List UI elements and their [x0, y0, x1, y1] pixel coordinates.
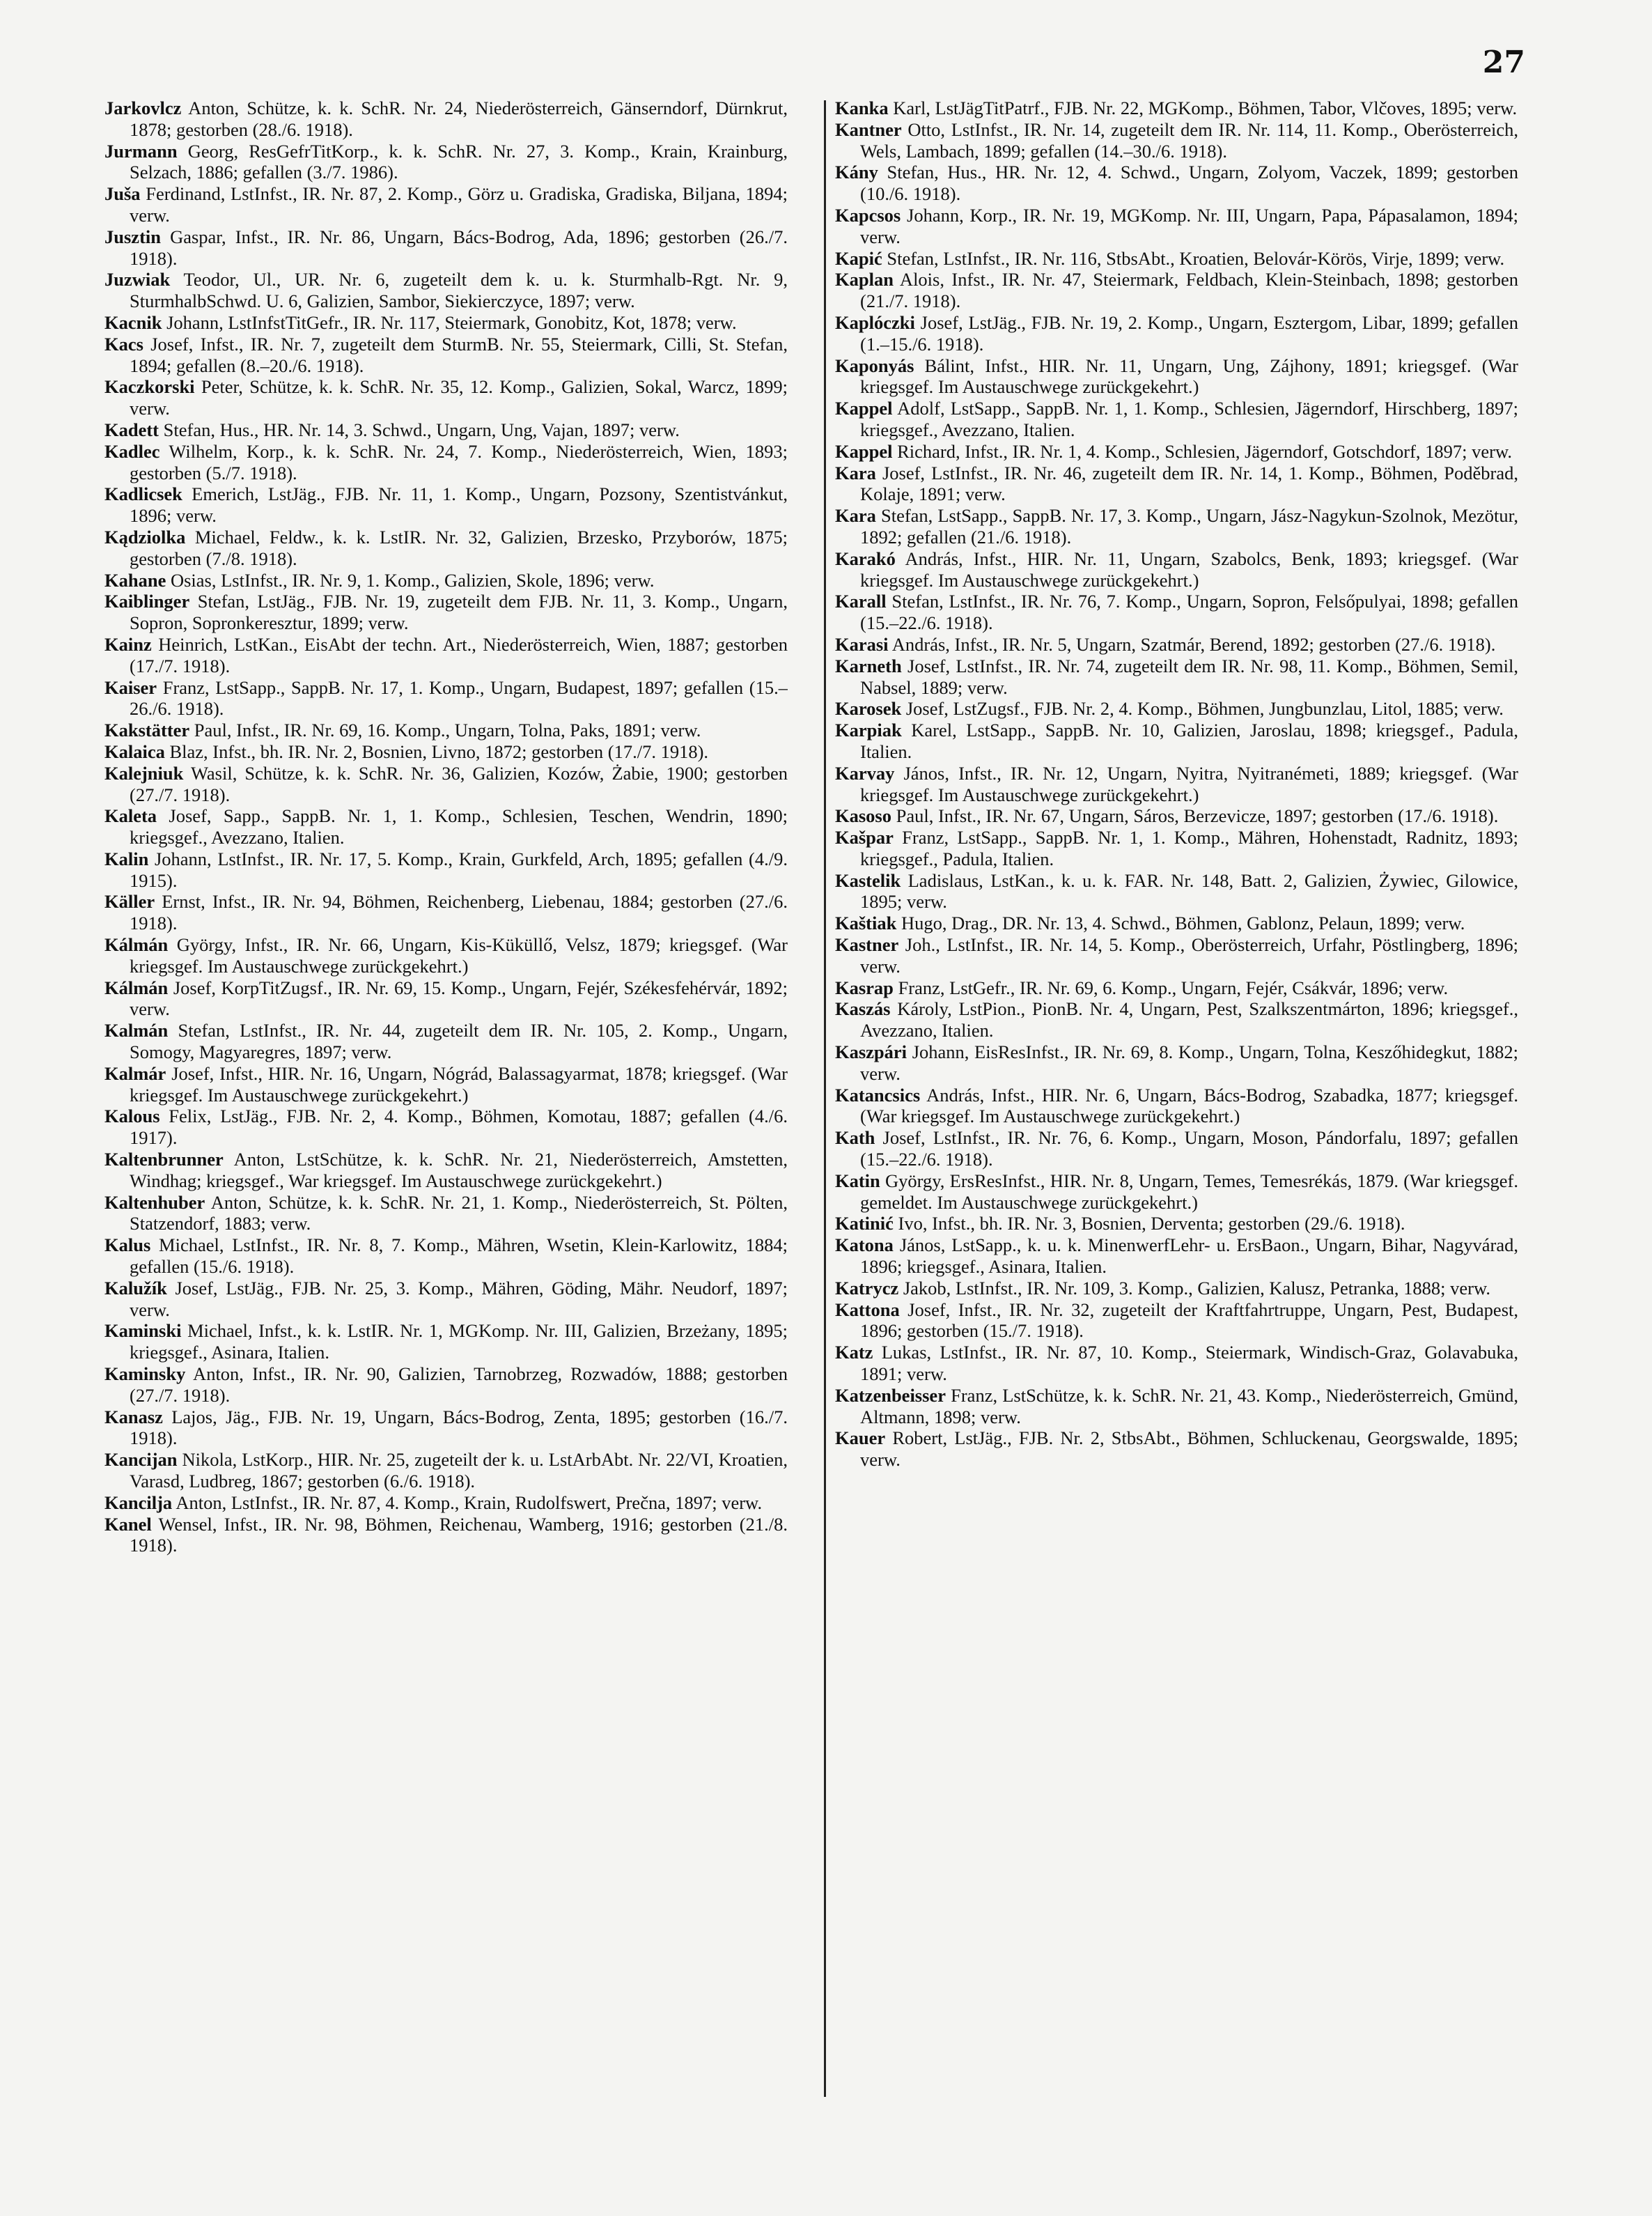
casualty-entry — [104, 677, 788, 720]
casualty-entry — [104, 1192, 788, 1235]
entry-surname: Karakó — [835, 548, 896, 569]
entry-surname: Kaminski — [104, 1320, 182, 1342]
right-column — [835, 98, 1518, 2160]
entry-surname: Kalužík — [104, 1277, 167, 1299]
entry-details: Otto, LstInfst., IR. Nr. 14, zugeteilt dem IR. Nr. 114, 11. Komp., Oberösterreich, Wels, Lambach, 1899; gefallen (14.–30./6. 1918). — [860, 118, 1518, 162]
entry-details: György, ErsResInfst., HIR. Nr. 8, Ungarn, Temes, Temesrékás, 1879. (War kriegsgef. gemeldet. Im Austauschwege zurückgekehrt.) — [860, 1170, 1518, 1213]
casualty-entry — [835, 656, 1518, 699]
casualty-entry — [835, 269, 1518, 312]
entry-details: Georg, ResGefrTitKorp., k. k. SchR. Nr. 27, 3. Komp., Krain, Krainburg, Selzach, 1886; gefallen (3./7. 1986). — [130, 140, 788, 183]
entry-surname: Kahane — [104, 569, 166, 591]
entry-surname: Karasi — [835, 633, 889, 655]
casualty-entry — [104, 634, 788, 677]
entry-details: Peter, Schütze, k. k. SchR. Nr. 35, 12. Komp., Galizien, Sokal, Warcz, 1899; verw. — [130, 376, 788, 419]
casualty-entry — [835, 248, 1518, 270]
entry-details: András, Infst., HIR. Nr. 6, Ungarn, Bács-Bodrog, Szabadka, 1877; kriegsgef. (War kriegsgef. Im Austauschwege zurückgekehrt.) — [860, 1084, 1518, 1127]
entry-details: Adolf, LstSapp., SappB. Nr. 1, 1. Komp., Schlesien, Jägerndorf, Hirschberg, 1897; kriegsgef., Avezzano, Italien. — [860, 398, 1518, 440]
entry-surname: Kądziolka — [104, 526, 186, 548]
entry-details: Stefan, LstInfst., IR. Nr. 44, zugeteilt dem IR. Nr. 105, 2. Komp., Ungarn, Somogy, Magyaregres, 1897; verw. — [130, 1020, 788, 1063]
entry-details: Lajos, Jäg., FJB. Nr. 19, Ungarn, Bács-Bodrog, Zenta, 1895; gestorben (16./7. 1918). — [130, 1406, 788, 1449]
entry-surname: Jarkovlcz — [104, 98, 182, 118]
entry-surname: Kálmán — [104, 934, 169, 956]
casualty-entry — [104, 570, 788, 591]
casualty-entry — [104, 977, 788, 1021]
casualty-entry — [835, 162, 1518, 205]
casualty-entry — [104, 763, 788, 806]
entry-surname: Juzwiak — [104, 269, 171, 290]
casualty-entry — [104, 483, 788, 527]
entry-surname: Kath — [835, 1127, 875, 1149]
entry-surname: Karpiak — [835, 720, 902, 741]
casualty-entry — [835, 398, 1518, 441]
entry-details: Josef, LstInfst., IR. Nr. 76, 6. Komp., Ungarn, Moson, Pándorfalu, 1897; gefallen (15.–22./6. 1918). — [860, 1127, 1518, 1170]
casualty-entry — [835, 591, 1518, 634]
casualty-entry — [104, 1106, 788, 1149]
entry-surname: Kalous — [104, 1106, 160, 1127]
entry-surname: Kara — [835, 462, 876, 483]
entry-surname: Kasrap — [835, 977, 894, 998]
casualty-entry — [835, 934, 1518, 977]
casualty-entry — [104, 419, 788, 441]
entry-details: Franz, LstSchütze, k. k. SchR. Nr. 21, 43. Komp., Niederösterreich, Gmünd, Altmann, 1898; verw. — [860, 1384, 1518, 1427]
entry-details: Josef, Infst., HIR. Nr. 16, Ungarn, Nógrád, Balassagyarmat, 1878; kriegsgef. (War kriegsgef. Im Austauschwege zurückgekehrt.) — [130, 1062, 788, 1106]
entry-details: Wasil, Schütze, k. k. SchR. Nr. 36, Galizien, Kozów, Żabie, 1900; gestorben (27./7. 1918). — [130, 762, 788, 805]
casualty-entry — [104, 891, 788, 934]
entry-surname: Kappel — [835, 398, 893, 419]
entry-details: Ernst, Infst., IR. Nr. 94, Böhmen, Reichenberg, Liebenau, 1884; gestorben (27./6. 1918). — [130, 891, 788, 934]
entry-details: Hugo, Drag., DR. Nr. 13, 4. Schwd., Böhmen, Gablonz, Pelaun, 1899; verw. — [896, 913, 1465, 934]
entry-surname: Katzenbeisser — [835, 1384, 946, 1406]
entry-details: Johann, LstInfst., IR. Nr. 17, 5. Komp., Krain, Gurkfeld, Arch, 1895; gefallen (4./9. 1915). — [130, 848, 788, 891]
entry-details: Alois, Infst., IR. Nr. 47, Steiermark, Feldbach, Klein-Steinbach, 1898; gestorben (21./7. 1918). — [860, 269, 1518, 312]
left-column — [104, 98, 788, 2160]
entry-surname: Kancilja — [104, 1491, 173, 1513]
entry-details: Stefan, LstSapp., SappB. Nr. 17, 3. Komp., Ungarn, Jász-Nagykun-Szolnok, Mezötur, 1892; gefallen (21./6. 1918). — [860, 505, 1518, 548]
casualty-entry — [104, 312, 788, 334]
entry-surname: Kaštiak — [835, 913, 897, 934]
entry-surname: Käller — [104, 891, 155, 913]
casualty-entry — [835, 205, 1518, 248]
entry-details: Johann, Korp., IR. Nr. 19, MGKomp. Nr. III, Ungarn, Papa, Pápasalamon, 1894; verw. — [860, 204, 1518, 247]
entry-surname: Kadlicsek — [104, 483, 182, 505]
entry-surname: Kány — [835, 162, 878, 183]
entry-details: Josef, Sapp., SappB. Nr. 1, 1. Komp., Schlesien, Teschen, Wendrin, 1890; kriegsgef., Avezzano, Italien. — [130, 805, 788, 849]
casualty-entry — [104, 527, 788, 570]
casualty-entry — [835, 763, 1518, 806]
entry-surname: Kaponyás — [835, 355, 914, 376]
entry-details: Károly, LstPion., PionB. Nr. 4, Ungarn, Pest, Szalkszentmárton, 1896; kriegsgef., Avezzano, Italien. — [860, 998, 1518, 1041]
casualty-entry — [835, 1170, 1518, 1214]
entry-surname: Kaczkorski — [104, 376, 195, 398]
casualty-entry — [835, 827, 1518, 870]
casualty-entry — [835, 1041, 1518, 1085]
entry-details: György, Infst., IR. Nr. 66, Ungarn, Kis-Küküllő, Velsz, 1879; kriegsgef. (War kriegsgef. Im Austauschwege zurückgekehrt.) — [130, 934, 788, 977]
entry-details: Ladislaus, LstKan., k. u. k. FAR. Nr. 148, Batt. 2, Galizien, Żywiec, Gilowice, 1895; verw. — [860, 869, 1518, 913]
entry-surname: Jusztin — [104, 226, 161, 247]
entry-surname: Kalaica — [104, 741, 165, 762]
entry-surname: Kaminsky — [104, 1363, 186, 1385]
casualty-entry — [835, 870, 1518, 913]
casualty-entry — [104, 720, 788, 741]
entry-surname: Kaszpári — [835, 1041, 907, 1063]
casualty-entry — [104, 98, 788, 141]
entry-surname: Karvay — [835, 762, 895, 784]
casualty-entry — [835, 634, 1518, 656]
casualty-entry — [104, 591, 788, 634]
entry-details: Karl, LstJägTitPatrf., FJB. Nr. 22, MGKomp., Böhmen, Tabor, Vlčoves, 1895; verw. — [888, 98, 1518, 118]
entry-surname: Kacnik — [104, 311, 162, 333]
entry-surname: Kalmár — [104, 1062, 166, 1084]
entry-details: Emerich, LstJäg., FJB. Nr. 11, 1. Komp., Ungarn, Pozsony, Szentistvánkut, 1896; verw. — [130, 483, 788, 527]
entry-details: Johann, EisResInfst., IR. Nr. 69, 8. Komp., Ungarn, Tolna, Keszőhidegkut, 1882; verw. — [860, 1041, 1518, 1084]
entry-surname: Kaiser — [104, 676, 157, 698]
entry-surname: Kanka — [835, 98, 889, 118]
casualty-entry — [104, 1278, 788, 1321]
entry-details: Josef, LstJäg., FJB. Nr. 19, 2. Komp., Ungarn, Esztergom, Libar, 1899; gefallen (1.–15./6. 1918). — [860, 311, 1518, 355]
entry-surname: Kálmán — [104, 977, 169, 998]
entry-details: Michael, LstInfst., IR. Nr. 8, 7. Komp., Mähren, Wsetin, Klein-Karlowitz, 1884; gefallen (15./6. 1918). — [130, 1234, 788, 1278]
entry-details: Anton, LstInfst., IR. Nr. 87, 4. Komp., Krain, Rudolfswert, Prečna, 1897; verw. — [172, 1491, 763, 1513]
entry-surname: Kakstätter — [104, 720, 190, 741]
entry-details: Nikola, LstKorp., HIR. Nr. 25, zugeteilt der k. u. LstArbAbt. Nr. 22/VI, Kroatien, Varasd, Ludbreg, 1867; gestorben (6./6. 1918). — [130, 1449, 788, 1491]
casualty-entry — [835, 698, 1518, 720]
entry-surname: Kalmán — [104, 1020, 169, 1041]
entry-surname: Kadett — [104, 419, 159, 440]
casualty-entry — [104, 1514, 788, 1557]
entry-details: Ivo, Infst., bh. IR. Nr. 3, Bosnien, Derventa; gestorben (29./6. 1918). — [893, 1213, 1405, 1234]
casualty-entry — [835, 312, 1518, 355]
casualty-entry — [835, 805, 1518, 827]
casualty-entry — [104, 334, 788, 377]
entry-surname: Kaplan — [835, 269, 894, 290]
entry-details: János, LstSapp., k. u. k. MinenwerfLehr- u. ErsBaon., Ungarn, Bihar, Nagyvárad, 1896; kriegsgef., Asinara, Italien. — [860, 1234, 1518, 1278]
entry-details: Richard, Infst., IR. Nr. 1, 4. Komp., Schlesien, Jägerndorf, Gotschdorf, 1897; verw. — [892, 440, 1513, 462]
casualty-entry — [104, 805, 788, 849]
casualty-entry — [835, 1427, 1518, 1471]
entry-surname: Kappel — [835, 440, 893, 462]
casualty-entry — [104, 1407, 788, 1450]
casualty-entry — [835, 441, 1518, 463]
entry-surname: Katinić — [835, 1213, 894, 1234]
entry-details: Teodor, Ul., UR. Nr. 6, zugeteilt dem k. u. k. Sturmhalb-Rgt. Nr. 9, SturmhalbSchwd. U. 6, Galizien, Sambor, Siekierczyce, 1897; verw. — [130, 269, 788, 312]
casualty-entry — [835, 1278, 1518, 1299]
casualty-entry — [104, 1063, 788, 1106]
entry-surname: Katin — [835, 1170, 880, 1191]
entry-surname: Kanasz — [104, 1406, 163, 1427]
entry-details: Lukas, LstInfst., IR. Nr. 87, 10. Komp., Steiermark, Windisch-Graz, Golavabuka, 1891; verw. — [860, 1342, 1518, 1385]
entry-details: András, Infst., HIR. Nr. 11, Ungarn, Szabolcs, Benk, 1893; kriegsgef. (War kriegsgef. Im Austauschwege zurückgekehrt.) — [860, 548, 1518, 591]
entry-surname: Kaszás — [835, 998, 891, 1020]
casualty-entry — [104, 1020, 788, 1063]
entry-details: Felix, LstJäg., FJB. Nr. 2, 4. Komp., Böhmen, Komotau, 1887; gefallen (4./6. 1917). — [130, 1106, 788, 1149]
entry-details: Osias, LstInfst., IR. Nr. 9, 1. Komp., Galizien, Skole, 1896; verw. — [166, 569, 655, 591]
entry-details: Josef, Infst., IR. Nr. 32, zugeteilt der Kraftfahrtruppe, Ungarn, Pest, Budapest, 1896; gestorben (15./7. 1918). — [860, 1299, 1518, 1342]
entry-surname: Karneth — [835, 655, 902, 676]
entry-surname: Katancsics — [835, 1084, 921, 1106]
casualty-entry — [835, 1213, 1518, 1234]
entry-surname: Kalin — [104, 848, 149, 869]
entry-details: Stefan, LstJäg., FJB. Nr. 19, zugeteilt dem FJB. Nr. 11, 3. Komp., Ungarn, Sopron, Sopronkeresztur, 1899; verw. — [130, 591, 788, 634]
casualty-entry — [104, 141, 788, 184]
entry-details: Anton, Schütze, k. k. SchR. Nr. 21, 1. Komp., Niederösterreich, St. Pölten, Statzendorf, 1883; verw. — [130, 1191, 788, 1234]
casualty-entry — [835, 98, 1518, 119]
casualty-entry — [835, 720, 1518, 763]
entry-surname: Kaltenhuber — [104, 1191, 205, 1213]
entry-surname: Kalus — [104, 1234, 151, 1256]
casualty-entry — [104, 1492, 788, 1514]
entry-surname: Katrycz — [835, 1277, 899, 1299]
casualty-entry — [835, 463, 1518, 506]
entry-details: Anton, Schütze, k. k. SchR. Nr. 24, Niederösterreich, Gänserndorf, Dürnkrut, 1878; gestorben (28./6. 1918). — [130, 98, 788, 140]
entry-surname: Kattona — [835, 1299, 900, 1320]
entry-surname: Kara — [835, 505, 876, 527]
casualty-entry — [104, 269, 788, 312]
page-number: 27 — [1482, 45, 1525, 80]
entry-surname: Kancijan — [104, 1449, 178, 1471]
entry-details: Blaz, Infst., bh. IR. Nr. 2, Bosnien, Livno, 1872; gestorben (17./7. 1918). — [164, 741, 709, 762]
entry-details: Anton, LstSchütze, k. k. SchR. Nr. 21, Niederösterreich, Amstetten, Windhag; kriegsgef., War kriegsgef. Im Austauschwege zurückgekehrt.) — [130, 1149, 788, 1191]
entry-surname: Kastelik — [835, 869, 901, 891]
columns — [104, 98, 1518, 2160]
casualty-entry — [835, 505, 1518, 548]
entry-surname: Kanel — [104, 1513, 152, 1535]
entry-surname: Karosek — [835, 698, 902, 720]
casualty-entry — [104, 1234, 788, 1278]
entry-surname: Katona — [835, 1234, 894, 1256]
entry-details: Josef, LstInfst., IR. Nr. 46, zugeteilt dem IR. Nr. 14, 1. Komp., Böhmen, Poděbrad, Kolaje, 1891; verw. — [860, 462, 1518, 505]
entry-details: Josef, KorpTitZugsf., IR. Nr. 69, 15. Komp., Ungarn, Fejér, Székesfehérvár, 1892; verw. — [130, 977, 788, 1020]
casualty-entry — [835, 1342, 1518, 1385]
casualty-entry — [835, 1299, 1518, 1342]
entry-details: Josef, LstInfst., IR. Nr. 74, zugeteilt dem IR. Nr. 98, 11. Komp., Böhmen, Semil, Nabsel, 1889; verw. — [860, 655, 1518, 698]
entry-details: Joh., LstInfst., IR. Nr. 14, 5. Komp., Oberösterreich, Urfahr, Pöstlingberg, 1896; verw. — [860, 934, 1518, 977]
entry-details: Ferdinand, LstInfst., IR. Nr. 87, 2. Komp., Görz u. Gradiska, Gradiska, Biljana, 1894; verw. — [130, 183, 788, 226]
entry-surname: Jurmann — [104, 140, 178, 162]
entry-details: Jakob, LstInfst., IR. Nr. 109, 3. Komp., Galizien, Kalusz, Petranka, 1888; verw. — [898, 1277, 1491, 1299]
casualty-entry — [835, 119, 1518, 162]
entry-details: Bálint, Infst., HIR. Nr. 11, Ungarn, Ung, Zájhony, 1891; kriegsgef. (War kriegsgef. Im Austauschwege zurückgekehrt.) — [860, 355, 1518, 398]
entry-surname: Kasoso — [835, 805, 891, 827]
entry-details: Paul, Infst., IR. Nr. 69, 16. Komp., Ungarn, Tolna, Paks, 1891; verw. — [189, 720, 701, 741]
entry-surname: Kaplóczki — [835, 311, 915, 333]
entry-surname: Kaltenbrunner — [104, 1149, 224, 1170]
entry-details: András, Infst., IR. Nr. 5, Ungarn, Szatmár, Berend, 1892; gestorben (27./6. 1918). — [888, 633, 1496, 655]
entry-details: Wensel, Infst., IR. Nr. 98, Böhmen, Reichenau, Wamberg, 1916; gestorben (21./8. 1918). — [130, 1513, 788, 1556]
casualty-entry — [104, 1149, 788, 1192]
casualty-entry — [835, 977, 1518, 999]
casualty-entry — [104, 741, 788, 763]
entry-details: Franz, LstGefr., IR. Nr. 69, 6. Komp., Ungarn, Fejér, Csákvár, 1896; verw. — [893, 977, 1449, 998]
entry-details: Stefan, LstInfst., IR. Nr. 116, StbsAbt., Kroatien, Belovár-Körös, Virje, 1899; verw. — [882, 247, 1505, 269]
entry-surname: Karall — [835, 591, 887, 612]
entry-surname: Kaleta — [104, 805, 157, 827]
entry-surname: Katz — [835, 1342, 873, 1363]
casualty-entry — [835, 355, 1518, 398]
casualty-entry — [104, 183, 788, 226]
casualty-entry — [835, 913, 1518, 934]
entry-details: Michael, Infst., k. k. LstIR. Nr. 1, MGKomp. Nr. III, Galizien, Brzeżany, 1895; kriegsgef., Asinara, Italien. — [130, 1320, 788, 1363]
entry-details: Anton, Infst., IR. Nr. 90, Galizien, Tarnobrzeg, Rozwadów, 1888; gestorben (27./7. 1918). — [130, 1363, 788, 1406]
entry-surname: Kaiblinger — [104, 591, 190, 612]
casualty-entry — [104, 376, 788, 419]
entry-surname: Kalejniuk — [104, 762, 184, 784]
entry-surname: Kastner — [835, 934, 899, 956]
entry-details: Paul, Infst., IR. Nr. 67, Ungarn, Sáros, Berzevicze, 1897; gestorben (17./6. 1918). — [891, 805, 1499, 827]
entry-details: Johann, LstInfstTitGefr., IR. Nr. 117, Steiermark, Gonobitz, Kot, 1878; verw. — [162, 311, 737, 333]
casualty-entry — [104, 1449, 788, 1492]
casualty-entry — [835, 548, 1518, 591]
entry-surname: Kadlec — [104, 440, 160, 462]
entry-details: Stefan, LstInfst., IR. Nr. 76, 7. Komp., Ungarn, Sopron, Felsőpulyai, 1898; gefallen (15.–22./6. 1918). — [860, 591, 1518, 634]
casualty-entry — [835, 998, 1518, 1041]
entry-details: Stefan, Hus., HR. Nr. 14, 3. Schwd., Ungarn, Ung, Vajan, 1897; verw. — [159, 419, 680, 440]
entry-details: Josef, Infst., IR. Nr. 7, zugeteilt dem SturmB. Nr. 55, Steiermark, Cilli, St. Stefan, 1894; gefallen (8.–20./6. 1918). — [130, 333, 788, 376]
casualty-entry — [835, 1385, 1518, 1428]
casualty-entry — [104, 934, 788, 977]
entry-surname: Kacs — [104, 333, 143, 355]
entry-details: Michael, Feldw., k. k. LstIR. Nr. 32, Galizien, Brzesko, Przyborów, 1875; gestorben (7./8. 1918). — [130, 526, 788, 569]
casualty-entry — [104, 1363, 788, 1407]
entry-details: Robert, LstJäg., FJB. Nr. 2, StbsAbt., Böhmen, Schluckenau, Georgswalde, 1895; verw. — [860, 1427, 1518, 1471]
casualty-entry — [104, 849, 788, 892]
entry-details: Josef, LstJäg., FJB. Nr. 25, 3. Komp., Mähren, Göding, Mähr. Neudorf, 1897; verw. — [130, 1277, 788, 1320]
entry-surname: Kapić — [835, 247, 882, 269]
casualty-entry — [835, 1234, 1518, 1278]
casualty-entry — [835, 1127, 1518, 1170]
entry-details: János, Infst., IR. Nr. 12, Ungarn, Nyitra, Nyitranémeti, 1889; kriegsgef. (War kriegsgef. Im Austauschwege zurückgekehrt.) — [860, 762, 1518, 805]
casualty-entry — [104, 226, 788, 270]
entry-surname: Kašpar — [835, 827, 894, 849]
entry-surname: Kainz — [104, 633, 152, 655]
entry-details: Stefan, Hus., HR. Nr. 12, 4. Schwd., Ungarn, Zolyom, Vaczek, 1899; gestorben (10./6. 1918). — [860, 162, 1518, 205]
entry-surname: Juša — [104, 183, 141, 205]
entry-details: Josef, LstZugsf., FJB. Nr. 2, 4. Komp., Böhmen, Jungbunzlau, Litol, 1885; verw. — [901, 698, 1504, 720]
entry-surname: Kauer — [835, 1427, 886, 1449]
entry-surname: Kapcsos — [835, 204, 901, 226]
entry-details: Franz, LstSapp., SappB. Nr. 17, 1. Komp., Ungarn, Budapest, 1897; gefallen (15.–26./6. 1918). — [130, 676, 788, 720]
casualty-entry — [104, 441, 788, 484]
entry-details: Karel, LstSapp., SappB. Nr. 10, Galizien, Jaroslau, 1898; kriegsgef., Padula, Italien. — [860, 720, 1518, 762]
casualty-entry — [835, 1085, 1518, 1128]
entry-details: Franz, LstSapp., SappB. Nr. 1, 1. Komp., Mähren, Hohenstadt, Radnitz, 1893; kriegsgef., Padula, Italien. — [860, 827, 1518, 869]
entry-details: Heinrich, LstKan., EisAbt der techn. Art., Niederösterreich, Wien, 1887; gestorben (17./7. 1918). — [130, 633, 788, 676]
entry-details: Gaspar, Infst., IR. Nr. 86, Ungarn, Bács-Bodrog, Ada, 1896; gestorben (26./7. 1918). — [130, 226, 788, 269]
entry-details: Wilhelm, Korp., k. k. SchR. Nr. 24, 7. Komp., Niederösterreich, Wien, 1893; gestorben (5./7. 1918). — [130, 440, 788, 483]
casualty-entry — [104, 1320, 788, 1363]
entry-surname: Kantner — [835, 118, 902, 140]
